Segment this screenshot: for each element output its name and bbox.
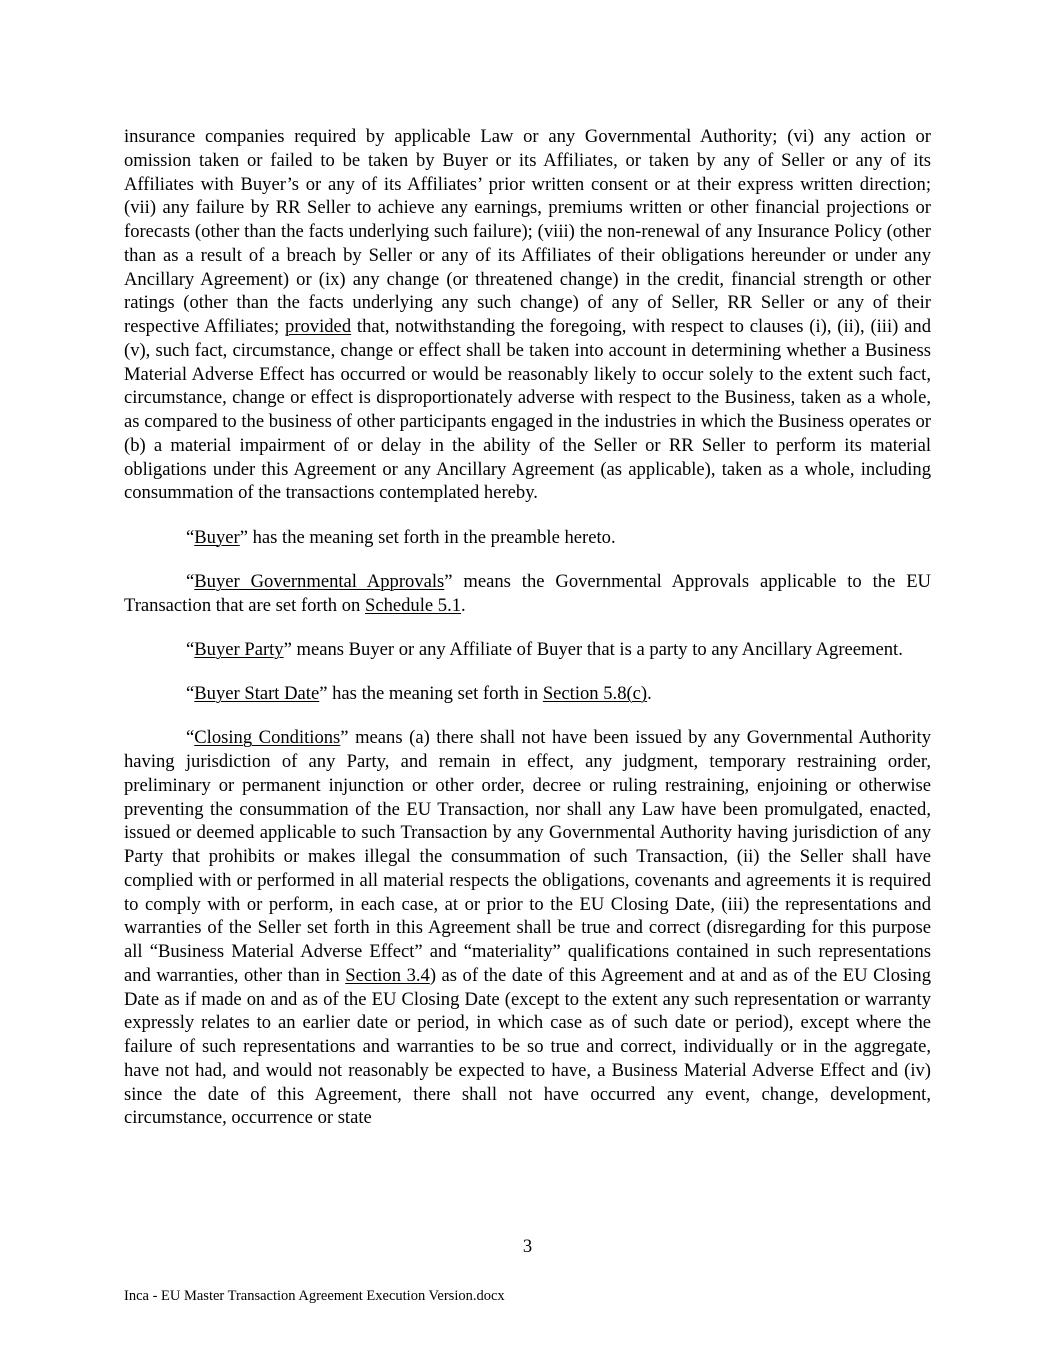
text-segment: ” means the Governmental Approvals applicable to the EU Transaction that are set forth on [124, 570, 931, 616]
text-segment: ” means Buyer or any Affiliate of Buyer that is a party to any Ancillary Agreement. [283, 638, 903, 660]
defined-term: Buyer Party [194, 638, 284, 660]
defined-term: Buyer Governmental Approvals [194, 570, 445, 592]
definition-closing-conditions [124, 726, 931, 1130]
text-segment: ” has the meaning set forth in [319, 683, 543, 704]
cross-reference: Section 3.4 [345, 964, 430, 986]
defined-term: Buyer [194, 526, 240, 548]
text-segment: “ [186, 526, 195, 548]
definition-buyer [124, 526, 931, 550]
text-segment: ” has the meaning set forth in the preamble hereto. [239, 526, 616, 548]
page-number: 3 [522, 1236, 533, 1257]
text-segment: insurance companies required by applicable Law or any Governmental Authority; (vi) any action or omission taken or failed to be taken by Buyer or its Affiliates, or taken by any of Seller or any of its Affiliates with Buyer’s or any of its Affiliates’ prior written consent or at their express written direction; (vii) any failure by RR Seller to achieve any earnings, premiums written or other financial projections or forecasts (other than the facts underlying such failure); (viii) the non-renewal of any Insurance Policy (other than as a result of a breach by Seller or any of its Affiliates of their obligations hereunder or under any Ancillary Agreement) or (ix) any change (or threatened change) in the credit, financial strength or other ratings (other than the facts underlying any such change) of any of Seller, RR Seller or any of their respective Affiliates; [124, 126, 931, 337]
document-body [124, 125, 931, 1130]
text-segment: ) as of the date of this Agreement and at and as of the EU Closing Date as if made on and as of the EU Closing Date (except to the extent any such representation or warranty expressly relates to an earlier date or period, in which case as of such date or period), except where the failure of such representations and warranties to be so true and correct, individually or in the aggregate, have not had, and would not reasonably be expected to have, a Business Material Adverse Effect and (iv) since the date of this Agreement, there shall not have occurred any event, change, development, circumstance, occurrence or state [124, 964, 931, 1129]
definition-buyer-governmental-approvals [124, 570, 931, 618]
text-segment: . [647, 683, 652, 704]
cross-reference: Schedule 5.1 [364, 594, 462, 616]
defined-term: Buyer Start Date [194, 683, 320, 704]
text-segment: “ [186, 570, 195, 592]
text-segment: . [461, 594, 466, 616]
document-footer: Inca - EU Master Transaction Agreement Execution Version.docx [124, 1288, 505, 1304]
definition-buyer-start-date [124, 682, 931, 706]
text-segment: “ [186, 683, 195, 704]
text-segment: “ [186, 638, 195, 660]
underlined-term: provided [285, 316, 352, 337]
text-segment: ” means (a) there shall not have been issued by any Governmental Authority having jurisdiction of any Party, and remain in effect, any judgment, temporary restraining order, preliminary or permanent injunction or other order, decree or ruling restraining, enjoining or otherwise preventing the consummation of the EU Transaction, nor shall any Law have been promulgated, enacted, issued or deemed applicable to such Transaction by any Governmental Authority having jurisdiction of any Party that prohibits or makes illegal the consummation of such Transaction, (ii) the Seller shall have complied with or performed in all material respects the obligations, covenants and agreements it is required to comply with or perform, in each case, at or prior to the EU Closing Date, (iii) the representations and warranties of the Seller set forth in this Agreement shall be true and correct (disregarding for this purpose all “Business Material Adverse Effect” and “materiality” qualifications contained in such representations and warranties, other than in [124, 727, 931, 986]
defined-term: Closing Conditions [194, 727, 341, 749]
definition-buyer-party [124, 638, 931, 662]
text-segment: “ [186, 727, 195, 749]
text-segment: that, notwithstanding the foregoing, with respect to clauses (i), (ii), (iii) and (v), such fact, circumstance, change or effect shall be taken into account in determining whether a Business Material Adverse Effect has occurred or would be reasonably likely to occur solely to the extent such fact, circumstance, change or effect is disproportionately adverse with respect to the Business, taken as a whole, as compared to the business of other participants engaged in the industries in which the Business operates or (b) a material impairment of or delay in the ability of the Seller or RR Seller to perform its material obligations under this Agreement or any Ancillary Agreement (as applicable), taken as a whole, including consummation of the transactions contemplated hereby. [124, 316, 931, 504]
cross-reference: Section 5.8(c) [542, 683, 648, 704]
paragraph-continuation [124, 125, 931, 505]
